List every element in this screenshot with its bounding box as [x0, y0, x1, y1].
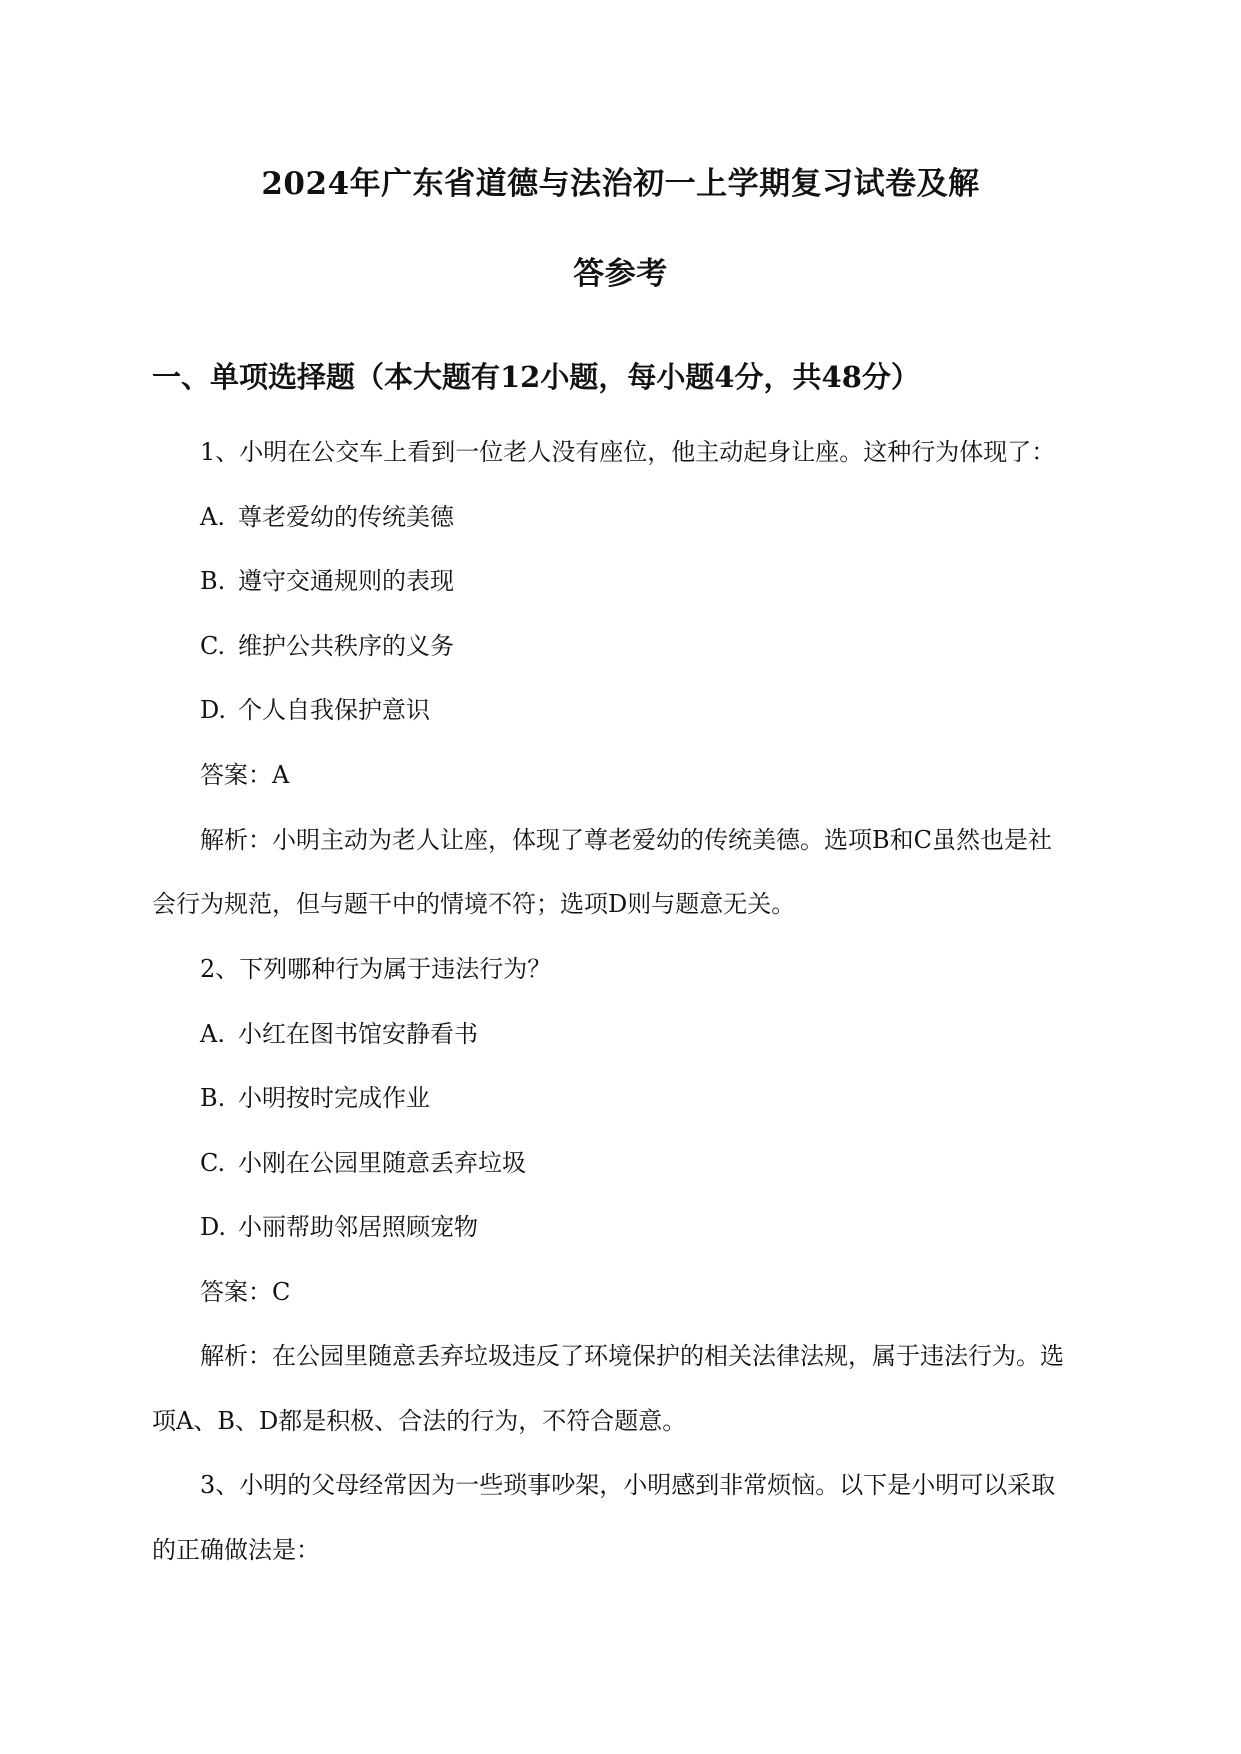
question-1-option-d: [200, 695, 430, 725]
option-text: 小刚在公园里随意丢弃垃圾: [238, 1149, 526, 1177]
question-1-option-c: [200, 631, 454, 661]
question-1-analysis-line1: 解析：小明主动为老人让座，体现了尊老爱幼的传统美德。选项B和C虽然也是社: [200, 826, 1052, 854]
option-text: 尊老爱幼的传统美德: [238, 503, 454, 531]
option-text: 遵守交通规则的表现: [238, 567, 454, 595]
question-1-analysis-line2: 会行为规范，但与题干中的情境不符；选项D则与题意无关。: [152, 890, 796, 918]
document-title-line2: 答参考: [573, 256, 668, 292]
option-letter: B.: [200, 1084, 226, 1112]
section-heading: 一、单项选择题（本大题有12小题，每小题4分，共48分）: [152, 360, 920, 394]
option-letter: A.: [200, 1020, 225, 1048]
document-title-line1: 2024年广东省道德与法治初一上学期复习试卷及解: [261, 166, 980, 202]
question-2-option-a: [200, 1019, 478, 1049]
option-text: 小丽帮助邻居照顾宠物: [238, 1213, 478, 1241]
question-1-stem: 1、小明在公交车上看到一位老人没有座位，他主动起身让座。这种行为体现了：: [200, 438, 1056, 466]
option-letter: D.: [200, 696, 227, 724]
option-letter: C.: [200, 632, 226, 660]
option-text: 小明按时完成作业: [238, 1084, 430, 1112]
question-2-analysis-line2: 项A、B、D都是积极、合法的行为，不符合题意。: [152, 1407, 687, 1435]
option-letter: B.: [200, 567, 226, 595]
question-2-analysis-line1: 解析：在公园里随意丢弃垃圾违反了环境保护的相关法律法规，属于违法行为。选: [200, 1342, 1064, 1370]
option-letter: A.: [200, 503, 225, 531]
question-2-answer: 答案：C: [200, 1278, 291, 1306]
question-2-option-c: [200, 1148, 526, 1178]
question-2-stem: 2、下列哪种行为属于违法行为？: [200, 955, 552, 983]
question-3-stem-line1: 3、小明的父母经常因为一些琐事吵架，小明感到非常烦恼。以下是小明可以采取: [200, 1471, 1056, 1499]
question-3-stem-line2: 的正确做法是：: [152, 1536, 320, 1564]
option-letter: D.: [200, 1213, 227, 1241]
option-text: 小红在图书馆安静看书: [238, 1020, 478, 1048]
question-2-option-d: [200, 1212, 478, 1242]
question-1-answer: 答案：A: [200, 761, 290, 789]
option-letter: C.: [200, 1149, 226, 1177]
option-text: 维护公共秩序的义务: [238, 632, 454, 660]
question-1-option-a: [200, 502, 454, 532]
question-2-option-b: [200, 1083, 430, 1113]
option-text: 个人自我保护意识: [238, 696, 430, 724]
question-1-option-b: [200, 566, 454, 596]
